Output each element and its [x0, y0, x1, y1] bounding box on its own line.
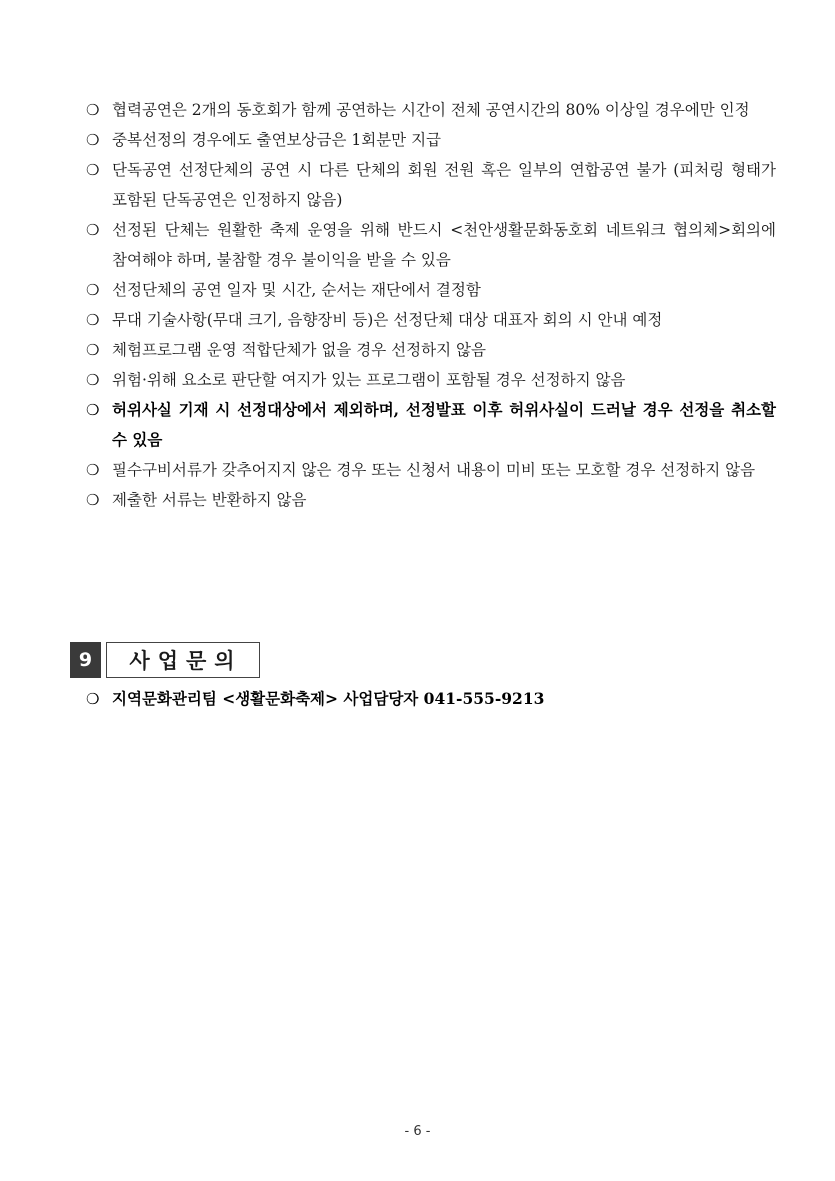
- contact-text: 지역문화관리팀 <생활문화축제> 사업담당자 041-555-9213: [112, 689, 545, 708]
- list-item: [86, 485, 776, 515]
- list-item: [86, 275, 776, 305]
- circle-bullet-icon: ❍: [86, 221, 100, 239]
- list-item-text: 선정된 단체는 원활한 축제 운영을 위해 반드시 <천안생활문화동호회 네트워크 협의체>회의에 참여해야 하며, 불참할 경우 불이익을 받을 수 있음: [112, 221, 776, 269]
- list-item-text: 허위사실 기재 시 선정대상에서 제외하며, 선정발표 이후 허위사실이 드러날 경우 선정을 취소할 수 있음: [112, 400, 776, 449]
- circle-bullet-icon: ❍: [86, 491, 100, 509]
- circle-bullet-icon: ❍: [86, 341, 100, 359]
- list-item-text: 체험프로그램 운영 적합단체가 없을 경우 선정하지 않음: [112, 341, 486, 359]
- list-item-text: 무대 기술사항(무대 크기, 음향장비 등)은 선정단체 대상 대표자 회의 시 안내 예정: [112, 311, 663, 329]
- list-item: [86, 95, 776, 125]
- circle-bullet-icon: ❍: [86, 371, 100, 389]
- circle-bullet-icon: ❍: [86, 690, 100, 708]
- list-item: [86, 365, 776, 395]
- list-item-emphasis: [86, 395, 776, 455]
- section-number: 9: [70, 642, 101, 678]
- contact-item: [86, 684, 776, 714]
- list-item: [86, 125, 776, 155]
- section-heading: [70, 642, 260, 678]
- list-item-text: 단독공연 선정단체의 공연 시 다른 단체의 회원 전원 혹은 일부의 연합공연 불가 (피처링 형태가 포함된 단독공연은 인정하지 않음): [112, 161, 776, 209]
- list-item-text: 제출한 서류는 반환하지 않음: [112, 491, 307, 509]
- circle-bullet-icon: ❍: [86, 311, 100, 329]
- list-item-text: 선정단체의 공연 일자 및 시간, 순서는 재단에서 결정함: [112, 281, 481, 299]
- list-item-text: 협력공연은 2개의 동호회가 함께 공연하는 시간이 전체 공연시간의 80% 이상일 경우에만 인정: [112, 101, 750, 119]
- circle-bullet-icon: ❍: [86, 401, 100, 419]
- circle-bullet-icon: ❍: [86, 161, 100, 179]
- circle-bullet-icon: ❍: [86, 281, 100, 299]
- list-item: [86, 155, 776, 215]
- conditions-list: [86, 95, 776, 515]
- section-title: 사업문의: [106, 642, 260, 678]
- list-item: [86, 335, 776, 365]
- circle-bullet-icon: ❍: [86, 461, 100, 479]
- list-item: [86, 455, 776, 485]
- contact-list: [86, 684, 776, 714]
- circle-bullet-icon: ❍: [86, 101, 100, 119]
- list-item: [86, 305, 776, 335]
- list-item: [86, 215, 776, 275]
- list-item-text: 중복선정의 경우에도 출연보상금은 1회분만 지급: [112, 131, 442, 149]
- list-item-text: 위험·위해 요소로 판단할 여지가 있는 프로그램이 포함될 경우 선정하지 않음: [112, 371, 626, 389]
- circle-bullet-icon: ❍: [86, 131, 100, 149]
- page-number: - 6 -: [404, 1124, 431, 1139]
- list-item-text: 필수구비서류가 갖추어지지 않은 경우 또는 신청서 내용이 미비 또는 모호할 경우 선정하지 않음: [112, 461, 756, 479]
